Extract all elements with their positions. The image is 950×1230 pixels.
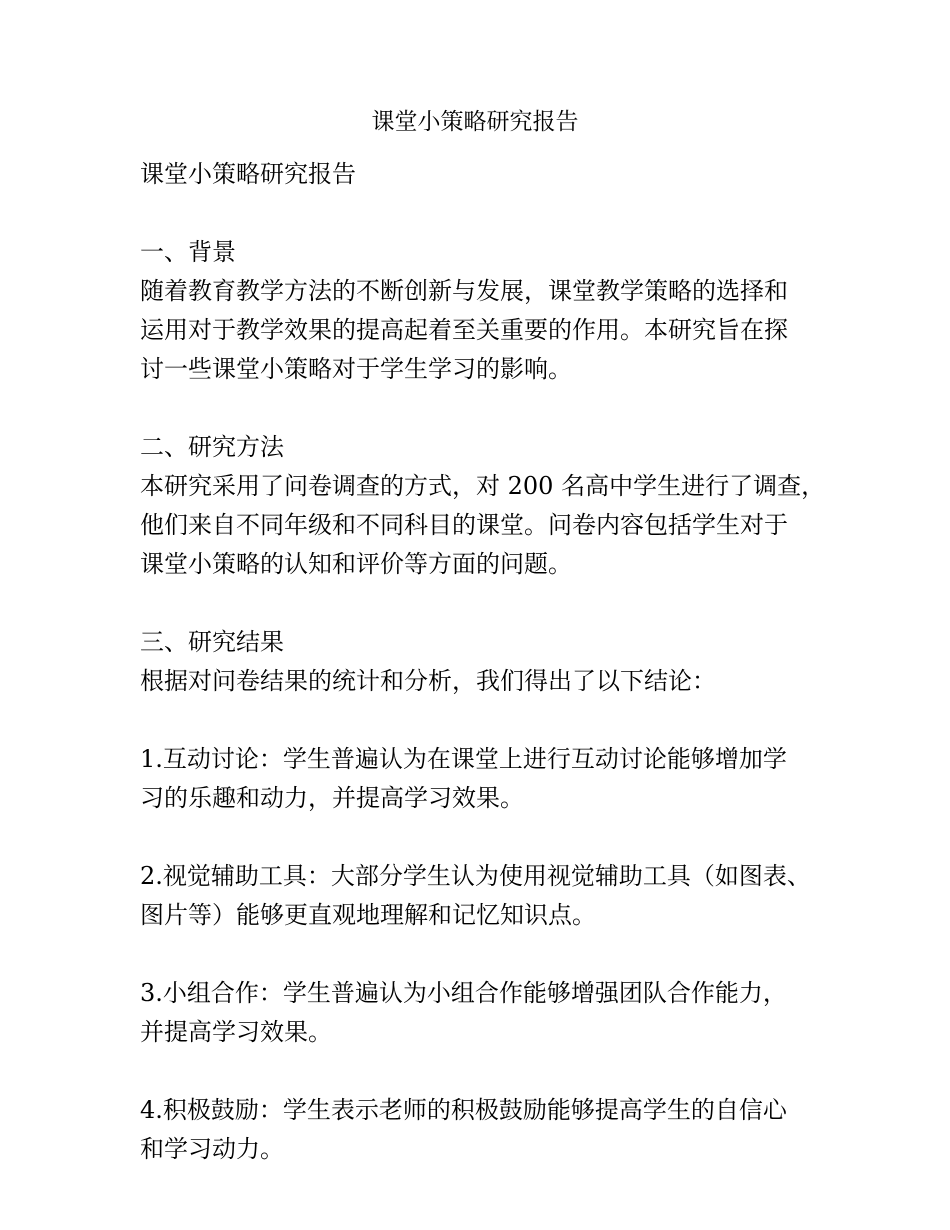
results-intro: 根据对问卷结果的统计和分析，我们得出了以下结论： — [140, 667, 716, 695]
result-item-line: 并提高学习效果。 — [140, 1018, 332, 1046]
paragraph-gap — [140, 935, 830, 974]
paragraph-gap — [140, 389, 830, 428]
method-line: 课堂小策略的认知和评价等方面的问题。 — [140, 550, 572, 578]
paragraph-gap — [140, 584, 830, 623]
section-heading-method: 二、研究方法 — [140, 433, 284, 461]
result-item-line: 4.积极鼓励：学生表示老师的积极鼓励能够提高学生的自信心 — [140, 1096, 787, 1124]
paragraph-gap — [140, 701, 830, 740]
result-item-line: 习的乐趣和动力，并提高学习效果。 — [140, 784, 524, 812]
result-item-line: 3.小组合作：学生普遍认为小组合作能够增强团队合作能力， — [140, 979, 787, 1007]
result-item-line: 1.互动讨论：学生普遍认为在课堂上进行互动讨论能够增加学 — [140, 745, 787, 773]
section-heading-background: 一、背景 — [140, 238, 236, 266]
method-line: 他们来自不同年级和不同科目的课堂。问卷内容包括学生对于 — [140, 511, 788, 539]
result-item-line: 和学习动力。 — [140, 1135, 284, 1163]
background-line: 讨一些课堂小策略对于学生学习的影响。 — [140, 355, 572, 383]
result-item-line: 图片等）能够更直观地理解和记忆知识点。 — [140, 901, 596, 929]
paragraph-gap — [140, 818, 830, 857]
section-heading-results: 三、研究结果 — [140, 628, 284, 656]
document-title: 课堂小策略研究报告 — [371, 109, 579, 135]
paragraph-gap — [140, 194, 830, 233]
result-item-line: 2.视觉辅助工具：大部分学生认为使用视觉辅助工具（如图表、 — [140, 862, 811, 890]
document-subtitle: 课堂小策略研究报告 — [140, 160, 356, 188]
background-line: 随着教育教学方法的不断创新与发展，课堂教学策略的选择和 — [140, 277, 788, 305]
paragraph-gap — [140, 1052, 830, 1091]
document-body — [140, 155, 830, 1169]
method-line: 本研究采用了问卷调查的方式，对 200 名高中学生进行了调查， — [140, 472, 826, 500]
background-line: 运用对于教学效果的提高起着至关重要的作用。本研究旨在探 — [140, 316, 788, 344]
